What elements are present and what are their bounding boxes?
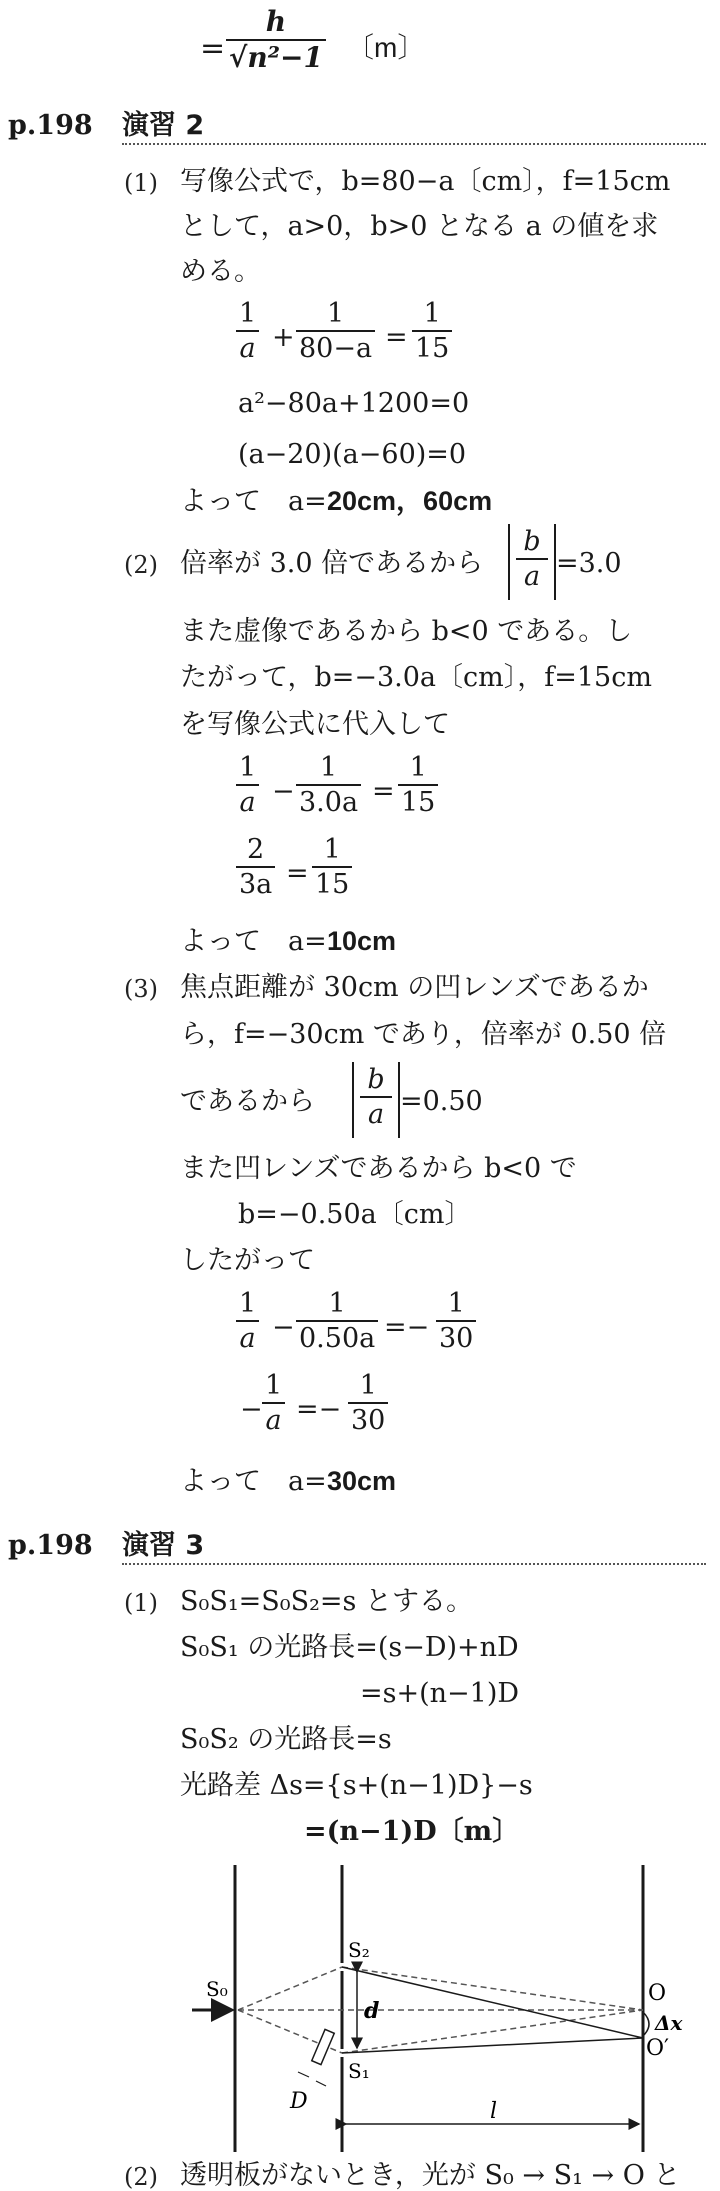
answer: 30cm [327,1466,397,1496]
text-line: める。 [180,256,261,287]
text-line: 透明板がないとき，光が S₀ → S₁ → O と [180,2160,681,2191]
ray [342,2038,643,2053]
fraction: 1 15 [412,300,452,362]
text-line: ら，f=−30cm であり，倍率が 0.50 倍 [180,1019,667,1050]
section-title: 演習 3 [122,1530,205,1561]
section-divider [122,1563,706,1565]
text-line: 写像公式で，b=80−a〔cm〕，f=15cm [180,166,671,197]
fraction: 1 80−a [296,300,375,362]
text-line: また虚像であるから b<0 である。し [180,616,633,647]
operator: − [272,776,295,807]
delta-x-label: Δx [655,2011,683,2035]
answer: 10cm [327,926,397,956]
equals: = [286,858,309,889]
fraction: 1 a [236,754,259,816]
S0-label: S₀ [206,1977,228,2001]
text-line: 光路差 Δs={s+(n−1)D}−s [180,1770,533,1801]
ray [342,2010,643,2053]
text-line: たがって，b=−3.0a〔cm〕，f=15cm [180,662,652,693]
text-line: を写像公式に代入して [180,709,450,740]
value: =3.0 [556,548,622,579]
text-line: =s+(n−1)D [360,1678,520,1709]
text-line: S₀S₁ の光路長=(s−D)+nD [180,1632,519,1663]
text-line: S₀S₁=S₀S₂=s とする。 [180,1586,473,1617]
ray [342,1967,643,2038]
transparent-plate [312,2029,334,2064]
equals: =− [384,1312,430,1343]
O-label: O [648,1981,667,2006]
item-number: (2) [124,2163,158,2191]
d-label: d [364,1998,380,2024]
S1-label: S₁ [348,2059,370,2083]
top-eq-sign: = [200,31,226,66]
answer-prefix: よって a= [180,1466,327,1497]
operator: − [240,1394,263,1425]
answer: 20cm，60cm [327,486,493,516]
fraction: 1 30 [436,1290,476,1352]
S2-label: S₂ [348,1938,370,1962]
item-number: (1) [124,169,158,197]
fraction: 1 15 [398,754,438,816]
fraction: 1 3.0a [296,754,361,816]
section-page: p.198 [8,110,93,141]
D-label: D [290,2089,308,2114]
fraction: 2 3a [236,836,275,898]
O-prime-label: O′ [646,2036,670,2061]
absolute-value: b a [352,1062,400,1138]
fraction: 1 0.50a [296,1290,378,1352]
ray [342,1967,643,2010]
text-line: 倍率が 3.0 倍であるから [180,548,484,579]
fraction: 1 a [236,300,259,362]
top-formula-unit: 〔m〕 [346,32,426,63]
top-formula-fraction [226,5,326,74]
absolute-value: b a [508,524,556,600]
section-divider [122,143,706,145]
operator: + [272,322,295,353]
text-line: として，a>0，b>0 となる a の値を求 [180,211,659,242]
text-line: また凹レンズであるから b<0 で [180,1153,577,1184]
equals: =− [296,1394,342,1425]
ray [238,1967,342,2010]
equation: a²−80a+1200=0 [238,388,470,419]
fraction: 1 a [262,1372,285,1434]
answer-prefix: よって a= [180,926,327,957]
equals: = [372,776,395,807]
fraction: 1 a [236,1290,259,1352]
answer: =(n−1)D〔m〕 [304,1816,520,1847]
text-line: b=−0.50a〔cm〕 [238,1199,472,1230]
item-number: (2) [124,551,158,579]
equation: (a−20)(a−60)=0 [238,439,467,470]
text-line: S₀S₂ の光路長=s [180,1724,392,1755]
value: =0.50 [400,1086,483,1117]
top-formula-den: √n²−1 [229,41,323,74]
operator: − [272,1312,295,1343]
item-number: (3) [124,975,158,1003]
fraction: 1 15 [312,836,352,898]
text-line: したがって [180,1245,315,1276]
section-page: p.198 [8,1530,93,1561]
section-title: 演習 2 [122,110,205,141]
answer-prefix: よって a= [180,486,327,517]
item-number: (1) [124,1589,158,1617]
l-label: l [490,2099,498,2124]
equals: = [385,322,408,353]
double-slit-diagram [0,1860,720,2160]
text-line: 焦点距離が 30cm の凹レンズであるか [180,972,649,1003]
fraction: 1 30 [348,1372,388,1434]
top-formula-num: h [265,5,287,38]
text-line: であるから [180,1086,315,1117]
